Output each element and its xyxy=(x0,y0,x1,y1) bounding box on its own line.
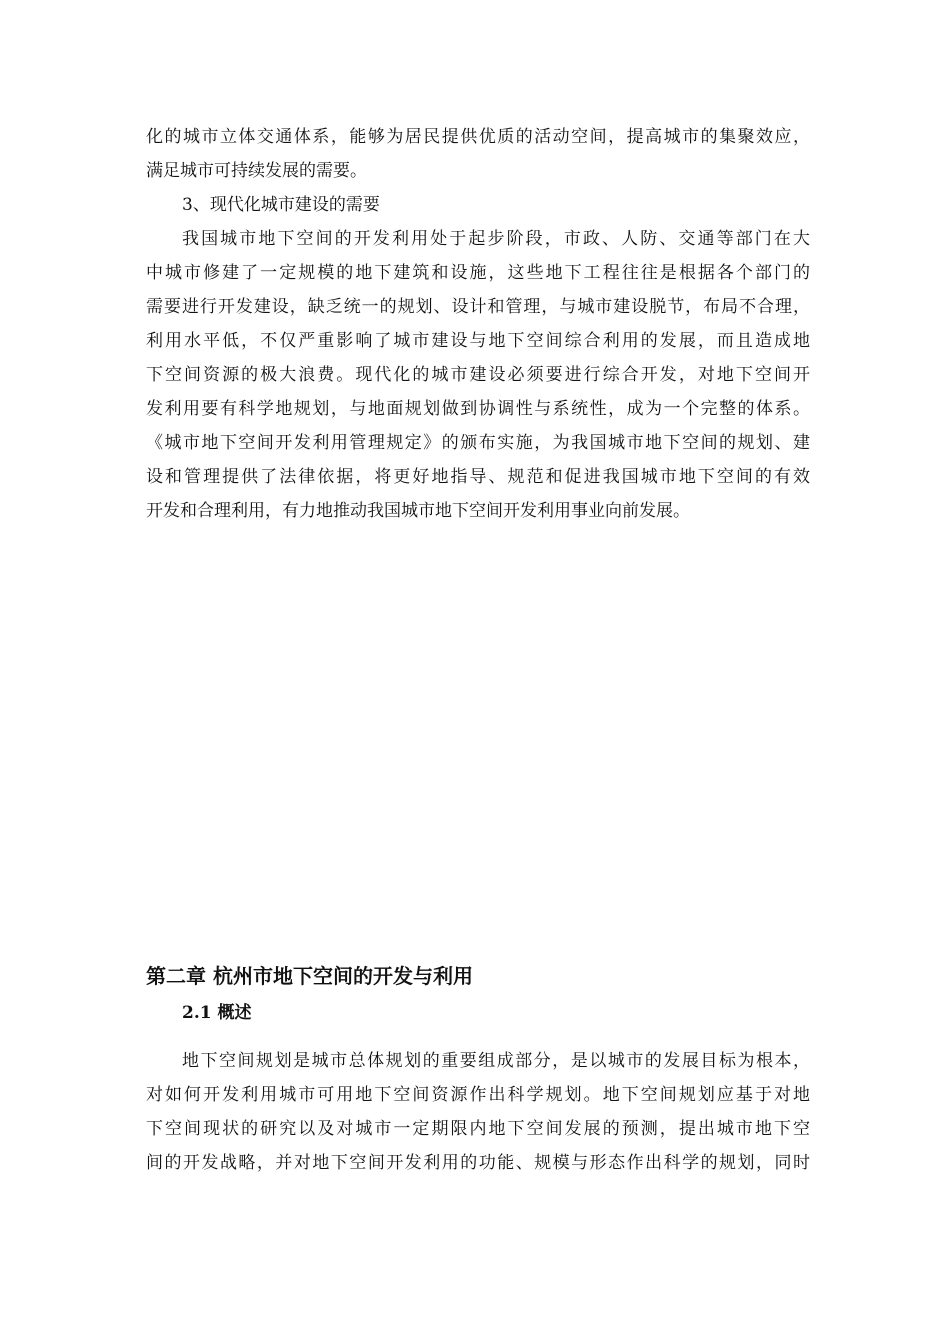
paragraph-line: 设和管理提供了法律依据，将更好地指导、规范和促进我国城市地下空间的有效 xyxy=(146,467,810,487)
section-2-1-paragraph xyxy=(146,1044,810,1180)
paragraph-line: 下空间现状的研究以及对城市一定期限内地下空间发展的预测，提出城市地下空 xyxy=(146,1119,810,1139)
paragraph-line: 满足城市可持续发展的需要。 xyxy=(146,161,367,181)
paragraph-line: 我国城市地下空间的开发利用处于起步阶段，市政、人防、交通等部门在大 xyxy=(182,229,810,249)
paragraph-line: 化的城市立体交通体系，能够为居民提供优质的活动空间，提高城市的集聚效应， xyxy=(146,127,810,147)
paragraph-line: 下空间资源的极大浪费。现代化的城市建设必须要进行综合开发，对地下空间开 xyxy=(146,365,810,385)
chapter-title: 第二章 杭州市地下空间的开发与利用 xyxy=(146,964,473,988)
subsection-3 xyxy=(146,188,810,528)
paragraph-line: 间的开发战略，并对地下空间开发利用的功能、规模与形态作出科学的规划，同时 xyxy=(146,1153,810,1173)
paragraph-line: 对如何开发利用城市可用地下空间资源作出科学规划。地下空间规划应基于对地 xyxy=(146,1085,810,1105)
paragraph-line: 地下空间规划是城市总体规划的重要组成部分，是以城市的发展目标为根本， xyxy=(182,1051,810,1071)
paragraph-line: 发利用要有科学地规划，与地面规划做到协调性与系统性，成为一个完整的体系。 xyxy=(146,399,810,419)
subsection-heading: 3、现代化城市建设的需要 xyxy=(182,195,380,215)
section-title: 2.1 概述 xyxy=(182,1003,252,1023)
intro-paragraph xyxy=(146,120,810,188)
paragraph-line: 《城市地下空间开发利用管理规定》的颁布实施，为我国城市地下空间的规划、建 xyxy=(146,433,810,453)
paragraph-line: 需要进行开发建设，缺乏统一的规划、设计和管理，与城市建设脱节，布局不合理， xyxy=(146,297,810,317)
paragraph-line: 中城市修建了一定规模的地下建筑和设施，这些地下工程往往是根据各个部门的 xyxy=(146,263,810,283)
paragraph-line: 开发和合理利用，有力地推动我国城市地下空间开发利用事业向前发展。 xyxy=(146,501,690,521)
paragraph-line: 利用水平低，不仅严重影响了城市建设与地下空间综合利用的发展，而且造成地 xyxy=(146,331,810,351)
